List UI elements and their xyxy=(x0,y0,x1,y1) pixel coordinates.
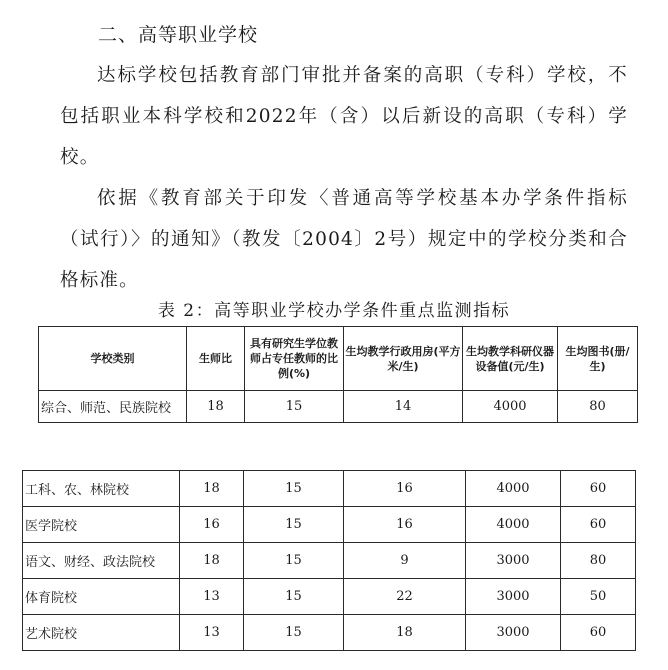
row-student-teacher-ratio: 18 xyxy=(180,543,244,579)
paragraph-basis: 依据《教育部关于印发〈普通高等学校基本办学条件指标（试行）〉的通知》（教发〔2004〕2号）规定中的学校分类和合格标准。 xyxy=(60,188,628,291)
row-building-area: 18 xyxy=(344,615,466,651)
section-heading: 二、高等职业学校 xyxy=(98,24,259,46)
row-school-type: 语文、财经、政法院校 xyxy=(23,543,180,579)
row-postgrad-ratio: 15 xyxy=(244,615,344,651)
row-school-type: 医学院校 xyxy=(23,507,180,543)
row-books: 80 xyxy=(561,543,636,579)
indicator-table-top xyxy=(38,326,638,423)
row-postgrad-ratio: 15 xyxy=(244,471,344,507)
row-student-teacher-ratio: 16 xyxy=(180,507,244,543)
table-row xyxy=(23,615,636,651)
paragraph-scope: 达标学校包括教育部门审批并备案的高职（专科）学校，不包括职业本科学校和2022年（含）以后新设的高职（专科）学校。 xyxy=(60,65,628,168)
row-building-area: 14 xyxy=(344,391,463,423)
header-books: 生均图书(册/生) xyxy=(558,327,638,391)
row-postgrad-ratio: 15 xyxy=(244,507,344,543)
row-postgrad-ratio: 15 xyxy=(244,579,344,615)
table-row xyxy=(39,391,638,423)
header-school-type: 学校类别 xyxy=(39,327,187,391)
table-row xyxy=(23,507,636,543)
row-school-type: 艺术院校 xyxy=(23,615,180,651)
indicator-table-bottom xyxy=(22,470,636,651)
row-equipment-value: 4000 xyxy=(466,507,561,543)
row-school-type: 体育院校 xyxy=(23,579,180,615)
row-student-teacher-ratio: 18 xyxy=(180,471,244,507)
row-student-teacher-ratio: 18 xyxy=(187,391,245,423)
row-equipment-value: 4000 xyxy=(463,391,558,423)
header-postgrad-teacher-ratio: 具有研究生学位教师占专任教师的比例(%) xyxy=(245,327,344,391)
row-books: 60 xyxy=(561,507,636,543)
table-header-row xyxy=(39,327,638,391)
row-building-area: 16 xyxy=(344,507,466,543)
row-books: 50 xyxy=(561,579,636,615)
header-equipment-value: 生均教学科研仪器设备值(元/生) xyxy=(463,327,558,391)
table-row xyxy=(23,471,636,507)
row-building-area: 9 xyxy=(344,543,466,579)
header-building-area: 生均教学行政用房(平方米/生) xyxy=(344,327,463,391)
row-school-type: 综合、师范、民族院校 xyxy=(39,391,187,423)
row-books: 60 xyxy=(561,471,636,507)
row-student-teacher-ratio: 13 xyxy=(180,579,244,615)
row-equipment-value: 3000 xyxy=(466,579,561,615)
row-equipment-value: 3000 xyxy=(466,543,561,579)
header-student-teacher-ratio: 生师比 xyxy=(187,327,245,391)
table-row xyxy=(23,543,636,579)
row-postgrad-ratio: 15 xyxy=(244,543,344,579)
row-student-teacher-ratio: 13 xyxy=(180,615,244,651)
table-row xyxy=(23,579,636,615)
row-building-area: 16 xyxy=(344,471,466,507)
row-books: 60 xyxy=(561,615,636,651)
row-school-type: 工科、农、林院校 xyxy=(23,471,180,507)
row-books: 80 xyxy=(558,391,638,423)
row-equipment-value: 4000 xyxy=(466,471,561,507)
row-postgrad-ratio: 15 xyxy=(245,391,344,423)
row-equipment-value: 3000 xyxy=(466,615,561,651)
table-caption: 表 2：高等职业学校办学条件重点监测指标 xyxy=(157,301,511,321)
row-building-area: 22 xyxy=(344,579,466,615)
